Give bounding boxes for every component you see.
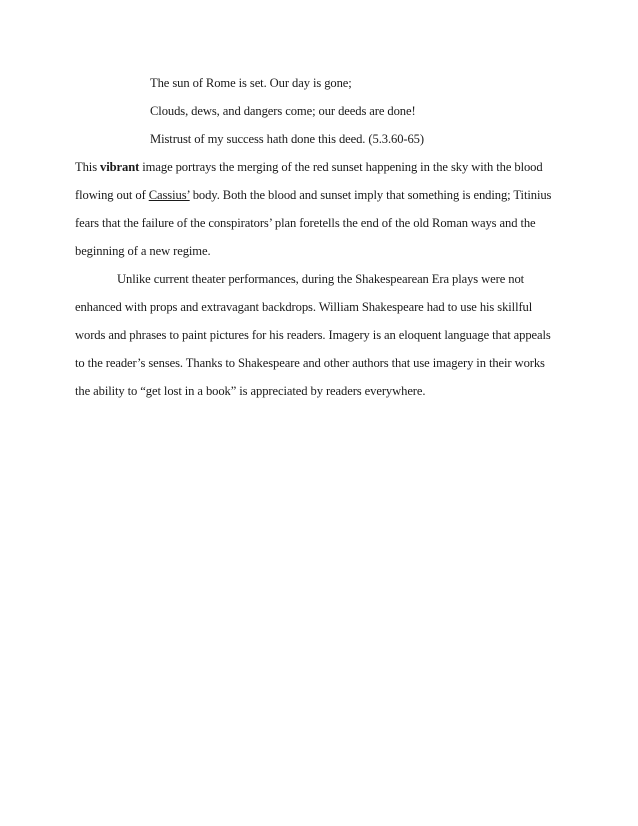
bold-word-vibrant: vibrant (100, 160, 140, 174)
paragraph-1-line-1-end: image portrays the merging of the red sunset happening in the sky with the blood (139, 160, 543, 174)
paragraph-1-line-2-start: flowing out of (75, 188, 149, 202)
paragraph-2-line-2: enhanced with props and extravagant backdrops. William Shakespeare had to use his skillful (75, 300, 533, 314)
paragraph-1-line-3: fears that the failure of the conspirators’ plan foretells the end of the old Roman ways and the (75, 216, 536, 230)
paragraph-2-line-1: Unlike current theater performances, during the Shakespearean Era plays were not (117, 272, 525, 286)
paragraph-1-line-2-end: body. Both the blood and sunset imply that something is ending; Titinius (189, 188, 552, 202)
quote-line-1: The sun of Rome is set. Our day is gone; (150, 76, 352, 90)
paragraph-2-line-4: to the reader’s senses. Thanks to Shakespeare and other authors that use imagery in their works (75, 356, 545, 370)
underlined-word-cassius: Cassius’ (148, 188, 190, 202)
paragraph-1-line-1 (75, 159, 543, 175)
quote-line-3: Mistrust of my success hath done this deed. (5.3.60-65) (150, 132, 424, 146)
paragraph-1-line-4: beginning of a new regime. (75, 244, 211, 258)
paragraph-1-line-1-start: This (75, 160, 101, 174)
paragraph-2-line-3: words and phrases to paint pictures for his readers. Imagery is an eloquent language that appeals (75, 328, 551, 342)
paragraph-1-line-2 (75, 187, 551, 203)
quote-line-2: Clouds, dews, and dangers come; our deeds are done! (150, 104, 416, 118)
paragraph-2-line-5: the ability to “get lost in a book” is appreciated by readers everywhere. (75, 384, 426, 398)
